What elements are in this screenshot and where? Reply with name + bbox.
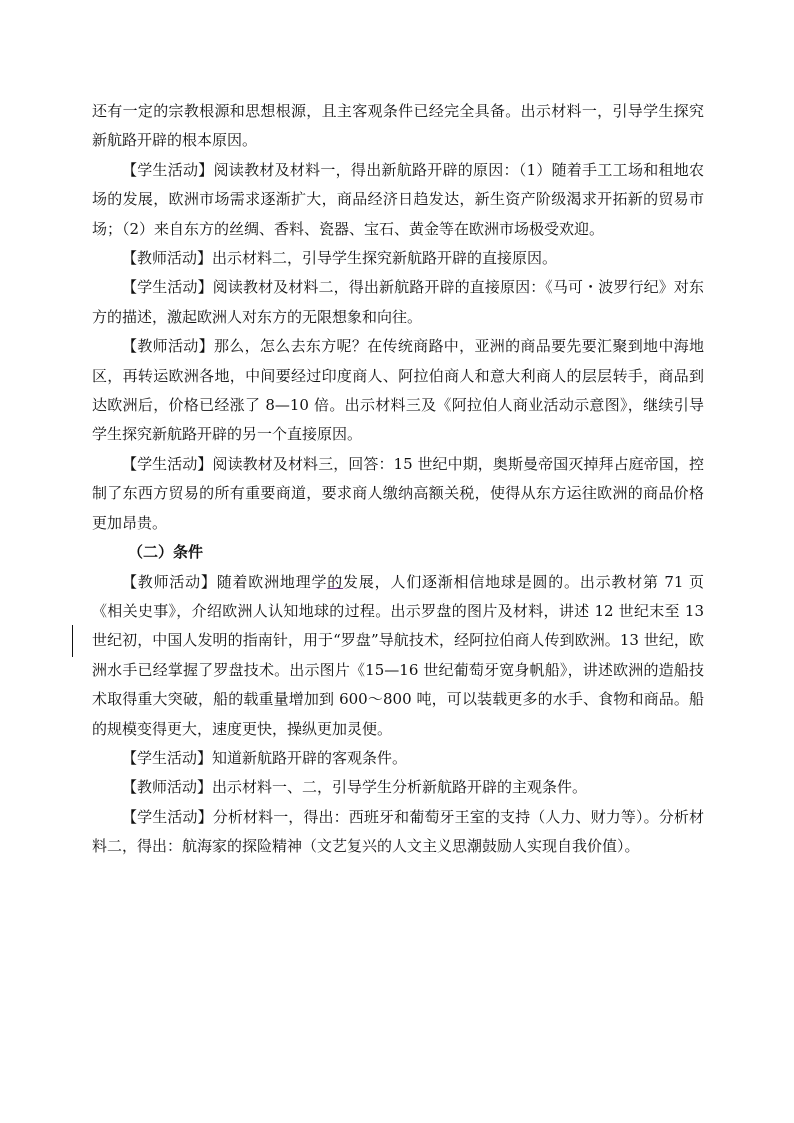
paragraph-text: 发展，人们逐渐相信地球是圆的。出示教材第 71 页《相关史事》，介绍欧洲人认知地球的过程。出示罗盘的图片及材料，讲述 12 世纪末至 13 世纪初，中国人发明的指南针，用于“罗盘”导航技术，经阿拉伯商人传到欧洲。13 世纪，欧洲水手已经掌握了罗盘技术。出示图片《15—16 世纪葡萄牙宽身帆船》，讲述欧洲的造船技术取得重大突破，船的载重量增加到 600～800 吨，可以装载更多的水手、食物和商品。船的规模变得更大，速度更快，操纵更加灵便。 (92, 572, 704, 738)
paragraph-student-activity (92, 273, 704, 332)
section-heading: （二）条件 (128, 543, 204, 562)
activity-tag: 【教师活动】 (122, 337, 214, 356)
paragraph-student-activity (92, 803, 704, 862)
paragraph-text: 知道新航路开辟的客观条件。 (212, 748, 408, 767)
paragraph-text: 阅读教材及材料三，回答：15 世纪中期，奥斯曼帝国灭掉拜占庭帝国，控制了东西方贸易的所有重要商道，要求商人缴纳高额关税，使得从东方运往欧洲的商品价格更加昂贵。 (92, 454, 704, 532)
paragraph-teacher-activity (92, 332, 704, 450)
activity-tag: 【学生活动】 (122, 748, 213, 767)
paragraph-student-activity (92, 744, 704, 773)
paragraph-text: 阅读教材及材料一，得出新航路开辟的原因：（1）随着手工工场和租地农场的发展，欧洲市场需求逐渐扩大，商品经济日趋发达，新生资产阶级渴求开拓新的贸易市场；（2）来自东方的丝绸、香料、瓷器、宝石、黄金等在欧洲市场极受欢迎。 (92, 160, 704, 238)
paragraph-teacher-activity (92, 773, 704, 802)
activity-tag: 【学生活动】 (122, 807, 213, 826)
activity-tag: 【学生活动】 (122, 278, 213, 297)
paragraph-student-activity (92, 450, 704, 538)
tracked-change-text: 的 (327, 572, 344, 591)
activity-tag: 【学生活动】 (122, 160, 214, 179)
revision-change-bar (72, 625, 73, 657)
activity-tag: 【教师活动】 (122, 572, 217, 591)
paragraph-student-activity (92, 156, 704, 244)
activity-tag: 【教师活动】 (122, 778, 213, 797)
paragraph-teacher-activity (92, 244, 704, 273)
paragraph-text: 还有一定的宗教根源和思想根源，且主客观条件已经完全具备。出示材料一，引导学生探究新航路开辟的根本原因。 (92, 102, 704, 150)
paragraph-text: 出示材料二，引导学生探究新航路开辟的直接原因。 (212, 249, 558, 268)
paragraph-continuation (92, 97, 704, 156)
paragraph-text: 分析材料一，得出：西班牙和葡萄牙王室的支持（人力、财力等）。分析材料二，得出：航海家的探险精神（文艺复兴的人文主义思潮鼓励人实现自我价值）。 (92, 807, 704, 856)
paragraph-teacher-activity (92, 568, 704, 744)
paragraph-text: 那么，怎么去东方呢？在传统商路中，亚洲的商品要先要汇聚到地中海地区，再转运欧洲各地，中间要经过印度商人、阿拉伯商人和意大利商人的层层转手，商品到达欧洲后，价格已经涨了 8—10 倍。出示材料三及《阿拉伯人商业活动示意图》，继续引导学生探究新航路开辟的另一个直接原因。 (92, 337, 704, 444)
document-page (92, 97, 704, 862)
paragraph-text: 随着欧洲地理学 (216, 572, 328, 591)
activity-tag: 【教师活动】 (122, 249, 213, 268)
paragraph-text: 阅读教材及材料二，得出新航路开辟的直接原因：《马可・波罗行纪》对东方的描述，激起欧洲人对东方的无限想象和向往。 (92, 278, 704, 326)
paragraph-text: 出示材料一、二，引导学生分析新航路开辟的主观条件。 (212, 778, 588, 797)
activity-tag: 【学生活动】 (122, 454, 213, 473)
